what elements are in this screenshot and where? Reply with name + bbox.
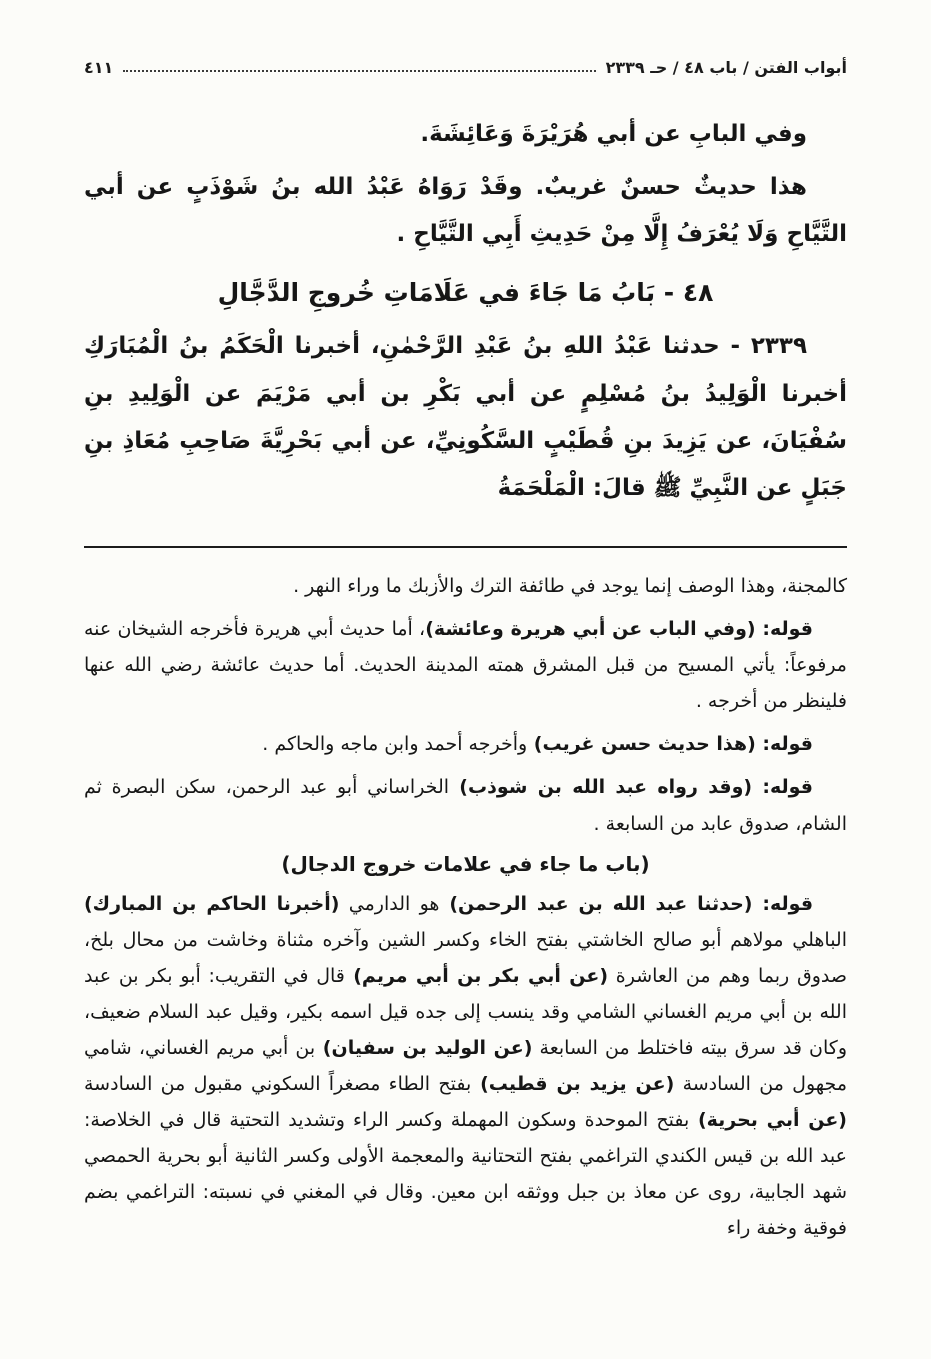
page-number: ٤١١: [84, 58, 114, 77]
commentary-text: وأخرجه أحمد وابن ماجه والحاكم .: [262, 733, 528, 756]
commentary-section: [84, 568, 847, 1247]
running-header: [84, 58, 847, 77]
commentary-text: الباهلي مولاهم أبو صالح الخاشتي بفتح الخاء وكسر الشين وآخره مثناة وخاشت من محال بلخ، صدوق ربما وهم من العاشرة: [84, 928, 847, 987]
commentary-text: بفتح الطاء مصغراً السكوني مقبول من السادسة: [84, 1073, 472, 1096]
commentary-paragraph: [84, 611, 847, 719]
commentary-text: هو الدارمي: [339, 892, 440, 915]
quoted-lemma: قوله: (وقد رواه عبد الله بن شوذب): [449, 776, 813, 799]
commentary-paragraph-isnad-analysis: [84, 886, 847, 1247]
section-subheading: (باب ما جاء في علامات خروج الدجال): [281, 851, 650, 876]
quoted-lemma: قوله: (وفي الباب عن أبي هريرة وعائشة): [425, 618, 813, 641]
commentary-text: قال في التقريب: أبو بكر بن عبد الله بن أبي مريم الغساني الشامي وقد ينسب إلى جده قيل اسمه بكير، وقيل عبد السلام ضعيف، وكان قد سرق بيته فاختلط من السابعة: [84, 964, 847, 1060]
footnote-divider: [84, 546, 847, 548]
commentary-text: بفتح الموحدة وسكون المهملة وكسر الراء وتشديد التحتية قال في الخلاصة: عبد الله بن قيس الكندي التراغمي بفتح التحتانية والمعجمة الأولى وكسر الثانية أبو بحرية الحمصي شهد الجابية، روى عن معاذ بن جبل ووثقه ابن معين. وقال في المغني في نسبته: التراغمي بضم فوقية وخفة راء: [84, 1109, 847, 1240]
commentary-text: ، أما حديث أبي هريرة فأخرجه الشيخان عنه مرفوعاً: يأتي المسيح من قبل المشرق همته المدينة الحديث. أما حديث عائشة رضي الله عنها فلينظر من أخرجه .: [84, 618, 847, 713]
quoted-lemma: (عن يزيد بن قطيب): [471, 1073, 675, 1096]
hadith-isnad-paragraph: ٢٣٣٩ - حدثنا عَبْدُ اللهِ بنُ عَبْدِ الرَّحْمٰنِ، أخبرنا الْحَكَمُ بنُ الْمُبَارَكِ أخبرنا الْوَلِيدُ بنُ مُسْلِمٍ عن أبي بَكْرِ بن أبي مَرْيَمَ عن الْوَلِيدِ بنِ سُفْيَانَ، عن يَزِيدَ بنِ قُطَيْبٍ السَّكُونِيِّ، عن أبي بَحْرِيَّةَ صَاحِبِ مُعَاذِ بنِ جَبَلٍ عن النَّبِيِّ ﷺ قالَ: الْمَلْحَمَةُ: [84, 333, 847, 501]
commentary-text: بن أبي مريم الغساني، شامي مجهول من السادسة: [84, 1037, 847, 1096]
commentary-paragraph: [84, 769, 847, 841]
quoted-lemma: (عن أبي بكر بن أبي مريم): [344, 964, 609, 987]
quoted-lemma: قوله: (هذا حديث حسن غريب): [527, 733, 813, 756]
chapter-heading: ٤٨ - بَابُ مَا جَاءَ في عَلَامَاتِ خُروجِ الدَّجَّالِ: [217, 278, 714, 308]
commentary-text: الخراساني أبو عبد الرحمن، سكن البصرة ثم الشام، صدوق عابد من السابعة .: [84, 776, 847, 835]
matn-paragraph-grading: هذا حديثٌ حسنٌ غريبٌ. وقَدْ رَوَاهُ عَبْدُ الله بنُ شَوْذَبٍ عن أبي التَّيَّاحِ وَلَا يُعْرَفُ إِلَّا مِنْ حَدِيثِ أَبِي التَّيَّاحِ .: [84, 174, 847, 248]
quoted-lemma: (أخبرنا الحاكم بن المبارك): [84, 892, 340, 915]
header-title: أبواب الفتن / باب ٤٨ / حـ ٢٣٣٩: [605, 58, 847, 77]
quoted-lemma: (عن الوليد بن سفيان): [315, 1037, 533, 1060]
commentary-paragraph: [84, 726, 847, 762]
matn-paragraph-witnesses: وفي البابِ عن أبي هُرَيْرَةَ وَعَائِشَةَ.: [420, 121, 807, 147]
dotted-leader: [123, 70, 595, 72]
hadith-text-section: [84, 111, 847, 512]
commentary-continuation-paragraph: كالمجنة، وهذا الوصف إنما يوجد في طائفة الترك والأزبك ما وراء النهر .: [293, 574, 847, 597]
quoted-lemma: (عن أبي بحرية): [689, 1109, 847, 1132]
quoted-lemma: قوله: (حدثنا عبد الله بن عبد الرحمن): [439, 892, 814, 915]
